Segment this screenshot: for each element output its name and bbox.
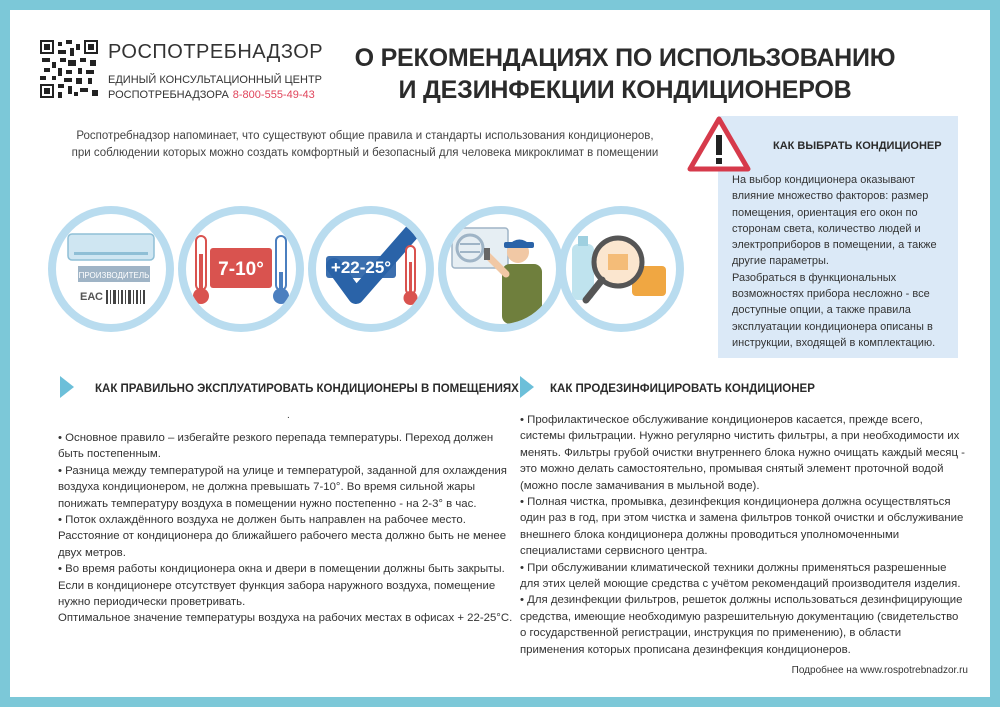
optimal-temperature-circle [308, 206, 434, 332]
qr-code-icon [40, 40, 98, 98]
choose-ac-paragraph-1: На выбор кондиционера оказывают влияние множество факторов: размер помещения, ориентация его окон по сторонам света, количество людей и электроприборов в помещении, а также другие параметры. [732, 174, 937, 268]
ac-label-circle [48, 206, 174, 332]
optimal-range-label: +22-25° [330, 258, 392, 277]
org-subtitle-line1: ЕДИНЫЙ КОНСУЛЬТАЦИОННЫЙ ЦЕНТР [108, 74, 323, 86]
operation-paragraph-5: Оптимальное значение температуры воздуха на рабочих местах в офисах + 22-25°С. [58, 612, 513, 625]
page-title [345, 42, 905, 106]
operation-section-text [58, 430, 513, 627]
technician-circle [438, 206, 564, 332]
hotline-phone[interactable]: 8-800-555-49-43 [232, 89, 315, 101]
choose-ac-text [732, 172, 954, 351]
checkmark-icon [316, 214, 426, 324]
manufacturer-label: ПРОИЗВОДИТЕЛЬ [78, 271, 150, 280]
org-subtitle-line2 [108, 89, 315, 101]
intro-text: Роспотребнадзор напоминает, что существуют общие правила и стандарты использования кондиционеров, при соблюдении которых можно создать комфортный и безопасный для человека микроклимат в помещении [71, 130, 659, 159]
choose-ac-title: КАК ВЫБРАТЬ КОНДИЦИОНЕР [773, 140, 942, 152]
disinfection-section-title: КАК ПРОДЕЗИНФИЦИРОВАТЬ КОНДИЦИОНЕР [550, 383, 815, 395]
eac-mark: ЕАС [80, 291, 103, 303]
org-subtitle-agency: РОСПОТРЕБНАДЗОРА [108, 89, 229, 101]
operation-paragraph-4: • Во время работы кондиционера окна и двери в помещении должны быть закрыты. Если в кондиционере отсутствует функция забора наружного воздуха, помещение нужно периодически проветривать. [58, 563, 505, 609]
magnifier-icon [566, 214, 676, 324]
operation-paragraph-1: • Основное правило – избегайте резкого перепада температуры. Переход должен быть постепенным. [58, 432, 494, 461]
stray-dot: . [287, 410, 290, 421]
operation-paragraph-3: • Поток охлаждённого воздуха не должен быть направлен на рабочее место. Расстояние от кондиционера до ближайшего рабочего места должно быть не менее двух метров. [58, 514, 507, 559]
air-conditioner-icon [56, 214, 166, 324]
disinfection-section-text [520, 412, 967, 658]
operation-section-title: КАК ПРАВИЛЬНО ЭКСПЛУАТИРОВАТЬ КОНДИЦИОНЕРЫ В ПОМЕЩЕНИЯХ [95, 383, 519, 395]
disinfection-circle [558, 206, 684, 332]
disinfection-paragraph-4: • Для дезинфекции фильтров, решеток должны использоваться дезинфицирующие средства, имеющие необходимую разрешительную документацию (свидетельство о государственной регистрации, инструкция по применению), в области применения которых прописана дезинфекция кондиционеров. [520, 594, 963, 656]
page-title-line2: И ДЕЗИНФЕКЦИИ КОНДИЦИОНЕРОВ [398, 76, 852, 104]
choose-ac-paragraph-2: Разобраться в функциональных возможностях прибора несложно - все доступные опции, а также правила эксплуатации кондиционера описаны в инструкции, входящей в комплектацию. [732, 271, 936, 349]
disinfection-paragraph-2: • Полная чистка, промывка, дезинфекция кондиционера должна осуществляться один раз в год, при этом чистка и замена фильтров тонкой очистки и обслуживание внешнего блока кондиционера должны проводиться уполномоченными специалистами сервисного центра. [520, 496, 964, 558]
page-title-line1: О РЕКОМЕНДАЦИЯХ ПО ИСПОЛЬЗОВАНИЮ [354, 44, 896, 72]
warning-icon [687, 115, 751, 173]
section-arrow-icon [60, 376, 74, 398]
temperature-difference-circle [178, 206, 304, 332]
operation-paragraph-2: • Разница между температурой на улице и температурой, заданной для охлаждения воздуха кондиционером, не должна превышать 7-10°. Во время сильной жары понижать температуру воздуха в помещении нужно постепенно - на 2-3° в час. [58, 464, 507, 510]
disinfection-paragraph-3: • При обслуживании климатической техники должны применяться разрешенные для этих целей моющие средства с учётом рекомендаций производителя изделия. [520, 561, 961, 591]
technician-icon [446, 214, 556, 324]
thermometers-icon [186, 214, 296, 324]
disinfection-paragraph-1: • Профилактическое обслуживание кондиционеров касается, прежде всего, системы фильтрации. Нужно регулярно чистить фильтры, а при необходимости их менять. Фильтры грубой очистки внутреннего блока нужно очищать каждый месяц - это можно делать самостоятельно, промывая снятый элемент проточной водой (можно после замачивания в мыльной воде). [520, 414, 965, 492]
barcode-icon [106, 290, 145, 304]
footer-link[interactable]: Подробнее на www.rospotrebnadzor.ru [791, 665, 968, 676]
org-name: РОСПОТРЕБНАДЗОР [108, 41, 324, 63]
temperature-range-label: 7-10° [218, 259, 264, 280]
poster [10, 10, 990, 697]
section-arrow-icon [520, 376, 534, 398]
